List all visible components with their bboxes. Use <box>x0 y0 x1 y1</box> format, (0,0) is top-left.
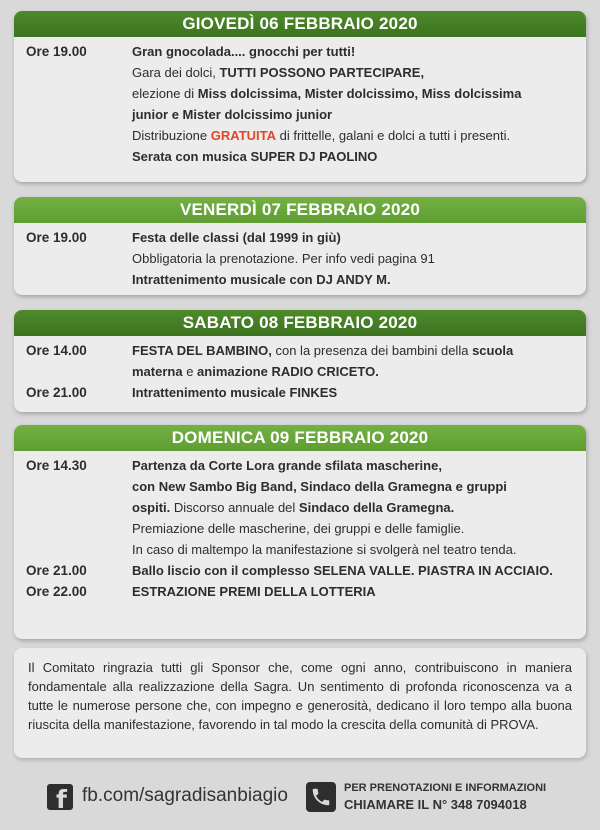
event-description <box>132 41 578 167</box>
event-line <box>132 41 578 62</box>
event-time: Ore 21.00 <box>26 385 87 400</box>
event-text: elezione di <box>132 86 198 101</box>
contact-label: PER PRENOTAZIONI E INFORMAZIONI <box>344 782 547 794</box>
event-text: di frittelle, galani e dolci a tutti i presenti. <box>276 128 511 143</box>
event-time: Ore 22.00 <box>26 584 87 599</box>
event-line <box>132 104 578 125</box>
day-card-sabato <box>14 310 586 412</box>
event-text: Serata con musica SUPER DJ PAOLINO <box>132 149 378 164</box>
event-line <box>132 518 578 539</box>
contact-phone[interactable]: CHIAMARE IL N° 348 7094018 <box>344 797 527 812</box>
event-line <box>132 269 578 290</box>
event-time: Ore 19.00 <box>26 44 87 59</box>
event-row <box>22 382 578 403</box>
day-card-domenica <box>14 425 586 639</box>
facebook-link[interactable]: fb.com/sagradisanbiagio <box>82 785 288 806</box>
event-text: e <box>182 364 198 379</box>
event-line <box>132 497 578 518</box>
event-line <box>132 146 578 167</box>
event-line <box>132 248 578 269</box>
event-text: Distribuzione <box>132 128 211 143</box>
event-line <box>132 62 578 83</box>
event-description <box>132 560 578 581</box>
event-line <box>132 476 578 497</box>
event-line <box>132 539 578 560</box>
day-events <box>14 451 586 608</box>
event-text: Discorso annuale del <box>170 500 299 515</box>
day-title: VENERDÌ 07 FEBBRAIO 2020 <box>14 197 586 223</box>
event-text: junior e Mister dolcissimo junior <box>132 107 333 122</box>
event-text: TUTTI POSSONO PARTECIPARE, <box>219 65 425 80</box>
day-title: DOMENICA 09 FEBBRAIO 2020 <box>14 425 586 451</box>
event-text: Intrattenimento musicale con DJ ANDY M. <box>132 272 391 287</box>
event-line <box>132 455 578 476</box>
event-text: Intrattenimento musicale FINKES <box>132 385 338 400</box>
footer <box>0 768 600 830</box>
event-text: con New Sambo Big Band, Sindaco della Gramegna e gruppi <box>132 479 507 494</box>
sponsor-thanks: Il Comitato ringrazia tutti gli Sponsor che, come ogni anno, contribuiscono in maniera fondamentale alla realizzazione della Sagra. Un sentimento di profonda riconoscenza va a tutte le numerose persone che, con impegno e generosità, dedicano il loro tempo alla buona riuscita della manifestazione, favorendo in tal modo la crescita della comunità di PROVA. <box>14 648 586 758</box>
contact-info <box>344 781 546 813</box>
day-card-venerdi <box>14 197 586 295</box>
facebook-glyph: f <box>56 785 67 814</box>
event-row <box>22 227 578 290</box>
event-text: con la presenza dei bambini della <box>271 343 473 358</box>
event-description <box>132 227 578 290</box>
event-text: FESTA DEL BAMBINO, <box>132 343 272 358</box>
event-text: Ballo liscio con il complesso SELENA VALLE. PIASTRA IN ACCIAIO. <box>132 563 553 578</box>
event-text: materna <box>132 364 183 379</box>
event-line <box>132 382 578 403</box>
event-text: GRATUITA <box>210 128 276 143</box>
event-line <box>132 361 578 382</box>
event-line <box>132 340 578 361</box>
event-text: Sindaco della Gramegna. <box>298 500 455 515</box>
event-description <box>132 340 578 382</box>
day-events <box>14 336 586 409</box>
event-text: Partenza da Corte Lora grande sfilata mascherine, <box>132 458 442 473</box>
event-text: scuola <box>472 343 514 358</box>
day-events <box>14 37 586 173</box>
event-time: Ore 14.00 <box>26 343 87 358</box>
event-line <box>132 83 578 104</box>
event-text: Festa delle classi (dal 1999 in giù) <box>132 230 341 245</box>
day-events <box>14 223 586 295</box>
event-row <box>22 340 578 382</box>
event-text: ESTRAZIONE PREMI DELLA LOTTERIA <box>132 584 376 599</box>
event-text: Miss dolcissima, Mister dolcissimo, Miss dolcissima <box>197 86 522 101</box>
event-text: ospiti. <box>132 500 171 515</box>
event-line <box>132 581 578 602</box>
event-text: Premiazione delle mascherine, dei gruppi e delle famiglie. <box>132 521 465 536</box>
event-text: Gara dei dolci, <box>132 65 220 80</box>
phone-glyph <box>310 786 332 808</box>
event-text: Obbligatoria la prenotazione. Per info vedi pagina 91 <box>132 251 435 266</box>
event-text: In caso di maltempo la manifestazione si svolgerà nel teatro tenda. <box>132 542 517 557</box>
event-text: animazione RADIO CRICETO. <box>197 364 379 379</box>
event-row <box>22 560 578 581</box>
day-card-giovedi <box>14 11 586 182</box>
event-time: Ore 14.30 <box>26 458 87 473</box>
event-line <box>132 125 578 146</box>
event-description <box>132 581 578 602</box>
event-row <box>22 41 578 167</box>
event-description <box>132 382 578 403</box>
phone-icon <box>306 782 336 812</box>
event-row <box>22 581 578 602</box>
event-description <box>132 455 578 560</box>
event-time: Ore 19.00 <box>26 230 87 245</box>
day-title: SABATO 08 FEBBRAIO 2020 <box>14 310 586 336</box>
day-title: GIOVEDÌ 06 FEBBRAIO 2020 <box>14 11 586 37</box>
facebook-icon[interactable] <box>47 784 73 814</box>
event-time: Ore 21.00 <box>26 563 87 578</box>
event-row <box>22 455 578 560</box>
event-line <box>132 227 578 248</box>
event-line <box>132 560 578 581</box>
event-text: Gran gnocolada.... gnocchi per tutti! <box>132 44 356 59</box>
